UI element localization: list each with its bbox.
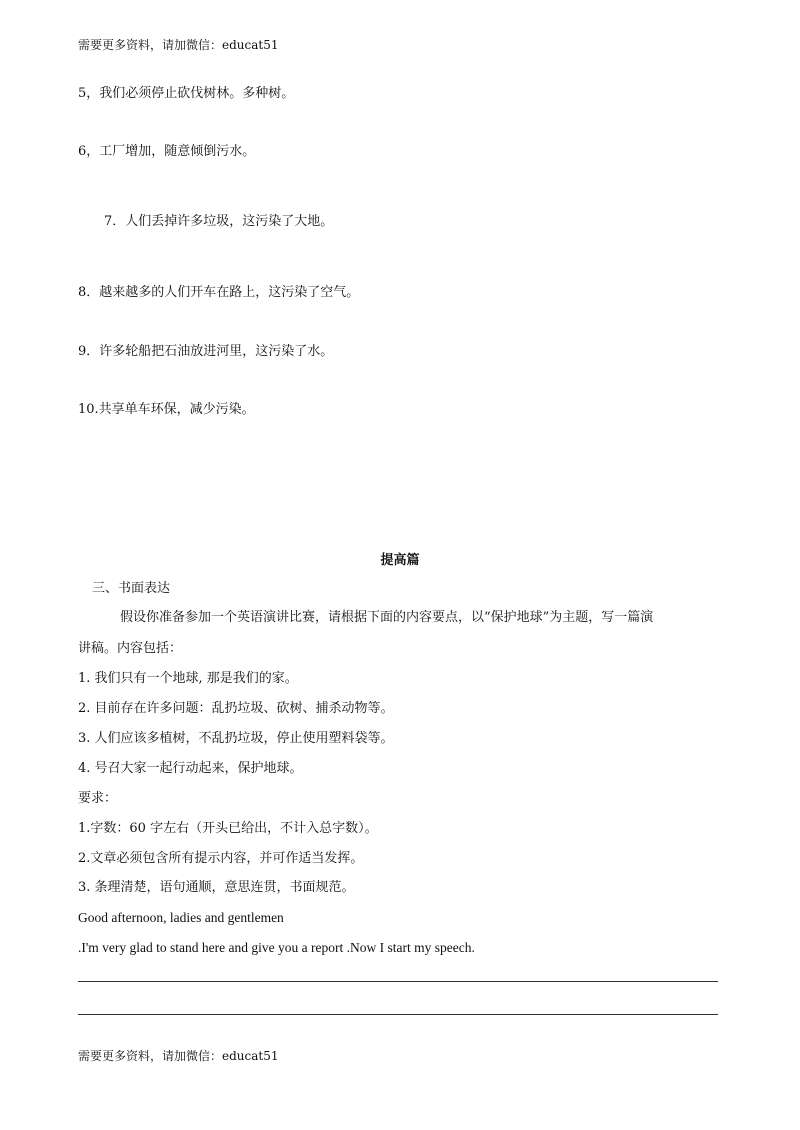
content-point-2: 2. 目前存在许多问题：乱扔垃圾、砍树、捕杀动物等。: [78, 701, 394, 716]
answer-item-5: 5，我们必须停止砍伐树林。多种树。: [78, 86, 295, 101]
answer-item-7: 7．人们丢掉许多垃圾，这污染了大地。: [104, 214, 334, 229]
speech-opening-line-1: Good afternoon, ladies and gentlemen: [78, 910, 284, 925]
speech-opening-line-2: .I'm very glad to stand here and give you a report .Now I start my speech.: [78, 940, 475, 955]
answer-line-2: [78, 1014, 718, 1015]
answer-item-6: 6，工厂增加，随意倾倒污水。: [78, 144, 256, 159]
page-footer: 需要更多资料，请加微信：educat51: [78, 1049, 279, 1063]
content-point-1: 1. 我们只有一个地球, 那是我们的家。: [78, 671, 298, 686]
requirements-label: 要求：: [78, 791, 118, 806]
section-title: 提高篇: [380, 553, 420, 568]
answer-item-10: 10.共享单车环保，减少污染。: [78, 402, 255, 417]
section-subtitle: 三、书面表达: [92, 581, 171, 596]
writing-prompt-line-2: 讲稿。内容包括：: [78, 641, 183, 656]
writing-prompt-line-1: 假设你准备参加一个英语演讲比赛，请根据下面的内容要点，以“保护地球”为主题，写一篇演: [120, 610, 654, 625]
requirement-3: 3. 条理清楚，语句通顺，意思连贯，书面规范。: [78, 880, 355, 895]
content-point-4: 4. 号召大家一起行动起来，保护地球。: [78, 761, 303, 776]
page-header: 需要更多资料，请加微信：educat51: [78, 38, 279, 52]
requirement-1: 1.字数：60 字左右（开头已给出，不计入总字数）。: [78, 821, 378, 836]
answer-item-9: 9．许多轮船把石油放进河里，这污染了水。: [78, 344, 334, 359]
answer-item-8: 8．越来越多的人们开车在路上，这污染了空气。: [78, 285, 360, 300]
answer-line-1: [78, 981, 718, 982]
requirement-2: 2.文章必须包含所有提示内容，并可作适当发挥。: [78, 851, 364, 866]
content-point-3: 3. 人们应该多植树，不乱扔垃圾，停止使用塑料袋等。: [78, 731, 394, 746]
